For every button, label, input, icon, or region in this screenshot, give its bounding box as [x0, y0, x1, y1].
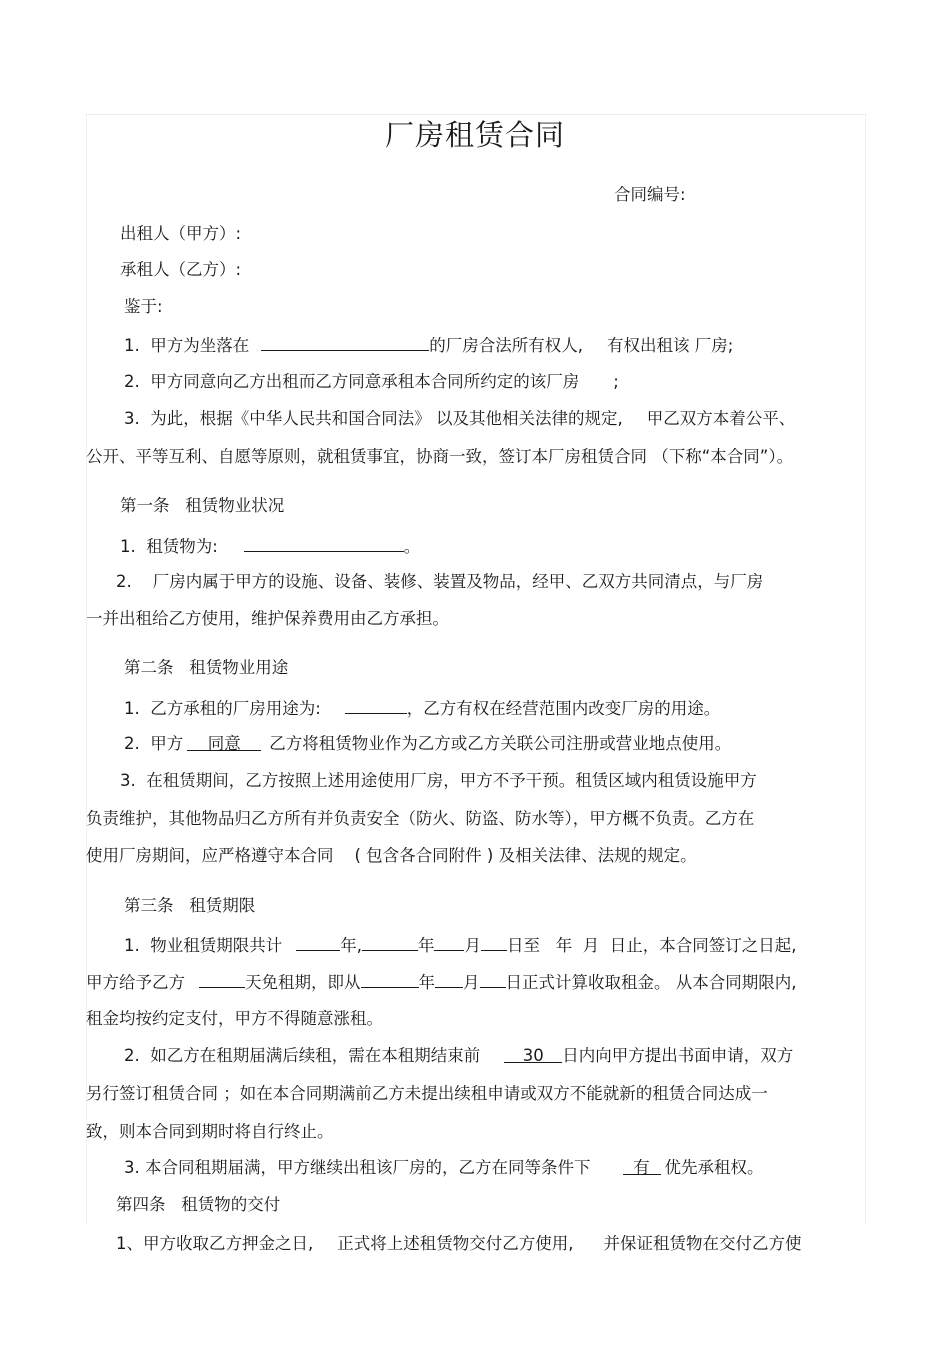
article-2-item-3-line1: 3. 在租赁期间，乙方按照上述用途使用厂房，甲方不予干预。租赁区域内租赁设施甲方 [120, 771, 757, 790]
rent-day-blank [480, 970, 506, 988]
free-days-blank [199, 970, 245, 988]
renewal-days-fill: 30 [504, 1045, 562, 1063]
article-1-heading: 第一条 租赁物业状况 [120, 496, 285, 515]
rent-month-blank [435, 970, 463, 988]
article-3-item-1-line2: 甲方给予乙方 天免租期，即从 年 月 日正式计算收取租金。 从本合同期限内, [86, 970, 797, 994]
consent-fill: 同意 [187, 733, 261, 751]
rent-year-blank [361, 970, 419, 988]
whereas-label: 鉴于: [124, 297, 163, 316]
article-4-item-1: 1、甲方收取乙方押金之日, 正式将上述租赁物交付乙方使用, 并保证租赁物在交付乙方使 [116, 1234, 802, 1253]
article-2-heading: 第二条 租赁物业用途 [124, 658, 289, 677]
start-month-blank [434, 933, 464, 951]
article-3-item-2-line2: 另行签订租赁合同 ；如在本合同期满前乙方未提出续租申请或双方不能就新的租赁合同达成一 [86, 1084, 768, 1103]
start-year-blank [362, 933, 418, 951]
article-2-item-1: 1. 乙方承租的厂房用途为: ，乙方有权在经营范围内改变厂房的用途。 [124, 696, 720, 720]
usage-blank [345, 696, 407, 714]
article-1-item-2-line1: 2. 厂房内属于甲方的设施、设备、装修、装置及物品，经甲、乙双方共同清点，与厂房 [116, 572, 764, 591]
article-2-item-3-line2: 负责维护，其他物品归乙方所有并负责安全（防火、防盗、防水等），甲方概不负责。乙方在 [86, 809, 755, 828]
article-3-heading: 第三条 租赁期限 [124, 896, 256, 915]
location-blank [261, 333, 429, 351]
article-2-item-3-line3: 使用厂房期间，应严格遵守本合同 ( 包含各合同附件 ) 及相关法律、法规的规定。 [86, 846, 697, 865]
priority-fill: 有 [623, 1157, 661, 1175]
contract-number-label: 合同编号: [614, 185, 686, 204]
whereas-3-line2: 公开、平等互利、自愿等原则，就租赁事宜，协商一致，签订本厂房租赁合同 （下称“本合同”）。 [86, 447, 794, 466]
article-3-item-2-line1: 2. 如乙方在租期届满后续租，需在本租期结束前 30 日内向甲方提出书面申请，双方 [124, 1046, 794, 1065]
whereas-2: 2. 甲方同意向乙方出租而乙方同意承租本合同所约定的该厂房 ; [124, 372, 619, 391]
article-3-item-3: 3. 本合同租期届满，甲方继续出租该厂房的，乙方在同等条件下 有 优先承租权。 [124, 1158, 764, 1177]
years-blank [296, 933, 340, 951]
start-day-blank [481, 933, 507, 951]
whereas-1: 1. 甲方为坐落在 的厂房合法所有权人, 有权出租该 厂房; [124, 333, 733, 357]
article-2-item-2: 2. 甲方 同意 乙方将租赁物业作为乙方或乙方关联公司注册或营业地点使用。 [124, 734, 732, 753]
lessor-label: 出租人（甲方）: [120, 224, 242, 243]
article-3-item-1-line3: 租金均按约定支付，甲方不得随意涨租。 [86, 1009, 383, 1028]
lease-object-blank [244, 534, 404, 552]
page-title: 厂房租赁合同 [384, 118, 565, 152]
article-1-item-2-line2: 一并出租给乙方使用，维护保养费用由乙方承担。 [86, 609, 449, 628]
article-4-heading: 第四条 租赁物的交付 [116, 1195, 281, 1214]
article-3-item-1-line1: 1. 物业租赁期限共计 年, 年 月 日至 年 月 日止，本合同签订之日起, [124, 933, 796, 957]
article-3-item-2-line3: 致，则本合同到期时将自行终止。 [86, 1122, 334, 1141]
article-1-item-1: 1. 租赁物为: 。 [120, 534, 420, 558]
whereas-3-line1: 3. 为此，根据《中华人民共和国合同法》 以及其他相关法律的规定, 甲乙双方本着公平、 [124, 409, 796, 428]
lessee-label: 承租人（乙方）: [120, 260, 242, 279]
